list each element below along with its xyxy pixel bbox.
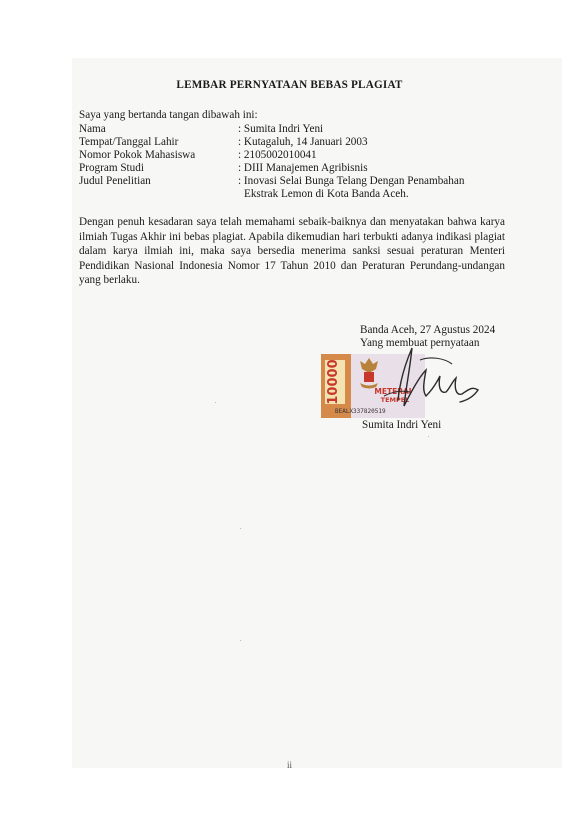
intro-text: Saya yang bertanda tangan dibawah ini: <box>79 109 258 121</box>
stamp-label-line1: METERAI <box>374 387 412 396</box>
stamp-serial: BEALX337820519 <box>335 408 386 415</box>
place-date: Banda Aceh, 27 Agustus 2024 <box>360 324 496 336</box>
field-value <box>238 175 464 201</box>
stamp-denomination: 10000 <box>326 359 341 405</box>
field-value-line1: : Inovasi Selai Bunga Telang Dengan Penambahan <box>238 175 465 187</box>
maker-label: Yang membuat pernyataan <box>360 337 480 349</box>
field-value-line2: Ekstrak Lemon di Kota Banda Aceh. <box>244 188 409 200</box>
field-label: Judul Penelitian <box>79 175 151 187</box>
document-title: LEMBAR PERNYATAAN BEBAS PLAGIAT <box>176 79 403 91</box>
field-label: Tempat/Tanggal Lahir <box>79 136 179 148</box>
field-label: Program Studi <box>79 162 144 174</box>
scan-speck <box>428 436 429 437</box>
page-number: ii <box>286 760 292 770</box>
statement-paragraph: Dengan penuh kesadaran saya telah memahami sebaik-baiknya dan menyatakan bahwa karya ilmiah Tugas Akhir ini bebas plagiat. Apabila dikemudian hari terbukti adanya indikasi plagiat dalam karya ilmiah ini, maka saya bersedia menerima sanksi sesuai peraturan Menteri Pendidikan Nasional Indonesia Nomor 17 Tahun 2010 dan Peraturan Perundang-undangan yang berlaku. <box>79 216 505 287</box>
stamp-label-line2: TEMPEL <box>380 396 410 404</box>
signer-name: Sumita Indri Yeni <box>362 419 442 431</box>
scan-speck <box>240 640 241 641</box>
field-value: : Sumita Indri Yeni <box>238 123 324 135</box>
scan-speck <box>240 528 241 529</box>
scan-speck <box>215 402 216 403</box>
handwritten-signature <box>340 340 500 420</box>
field-value: : DIII Manajemen Agribisnis <box>238 162 368 174</box>
field-value: : 2105002010041 <box>238 149 317 161</box>
field-label: Nama <box>79 123 106 135</box>
field-value: : Kutagaluh, 14 Januari 2003 <box>238 136 368 148</box>
field-label: Nomor Pokok Mahasiswa <box>79 149 196 161</box>
